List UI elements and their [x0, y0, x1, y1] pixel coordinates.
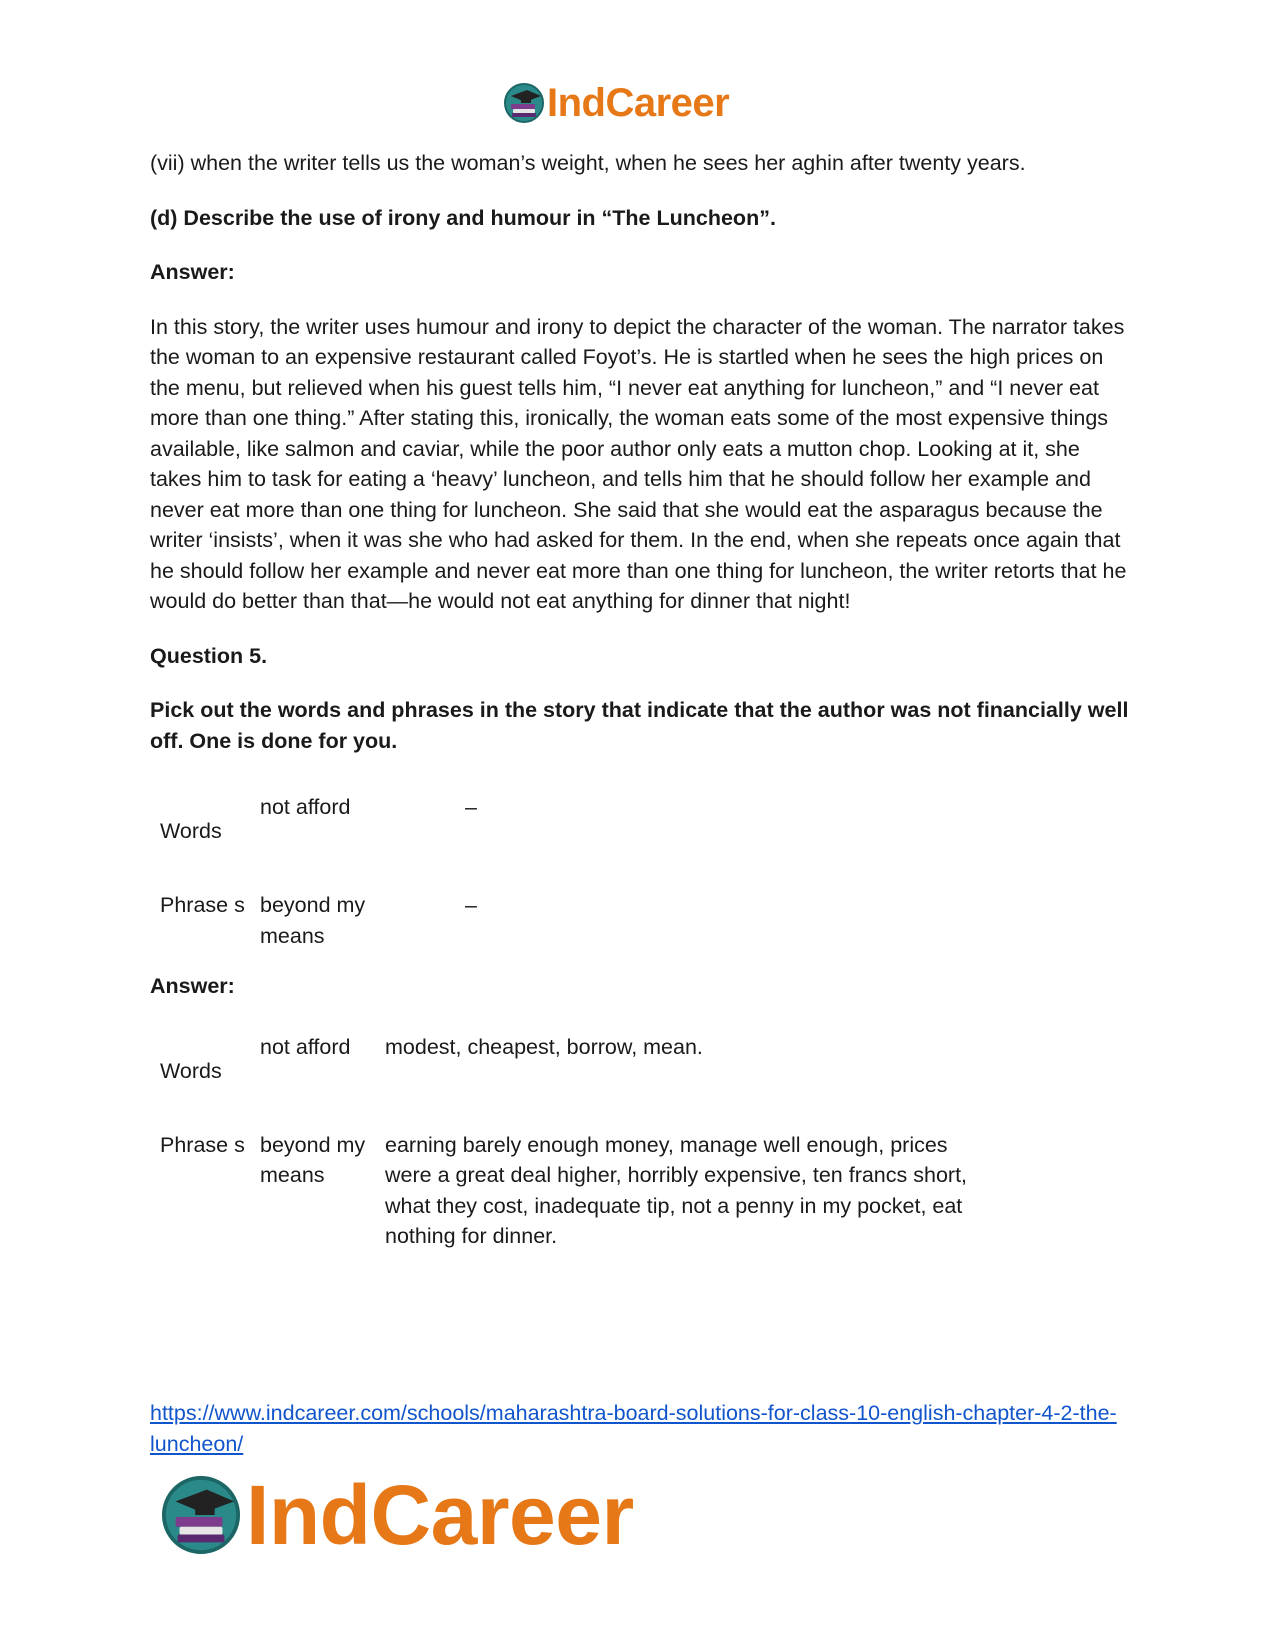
row-answer: earning barely enough money, manage well enough, prices were a great deal higher, horribly expensive, ten francs short, what they cost, inadequate tip, not a penny in my pocket, eat nothing for dinner. — [385, 1132, 968, 1248]
row-label-phrases: Phrase s — [160, 893, 245, 917]
answer-d-paragraph: In this story, the writer uses humour and irony to depict the character of the woman. The narrator takes the woman to an expensive restaurant called Foyot’s. He is startled when he sees the high prices on the menu, but relieved when his guest tells him, “I never eat anything for luncheon,” and “I never eat more than one thing.” After stating this, ironically, the woman eats some of the most expensive things available, like salmon and caviar, while the poor author only eats a mutton chop. Looking at it, she takes him to task for eating a ‘heavy’ luncheon, and tells him that he should follow her example and never eat more than one thing for luncheon. She said that she would eat the asparagus because the writer ‘insists’, when it was she who had asked for them. In the end, when she repeats once again that he should follow her example and never eat more than one thing for luncheon, the writer retorts that he would do better than that—he would not eat anything for dinner that night! — [150, 314, 1127, 613]
answer-table — [150, 1032, 985, 1252]
logo-wordmark: IndCareer — [246, 1467, 634, 1562]
book-cap-logo-icon — [503, 82, 545, 124]
row-label-words: Words — [160, 1058, 222, 1083]
row-answer: – — [465, 893, 477, 917]
question-table — [150, 792, 1065, 951]
row-example: not afford — [260, 795, 351, 819]
row-example: beyond my means — [260, 893, 366, 948]
table-row — [150, 1130, 985, 1252]
source-link[interactable]: https://www.indcareer.com/schools/maharashtra-board-solutions-for-class-10-english-chapter-4-2-the-luncheon/ — [150, 1401, 1117, 1456]
answer-label: Answer: — [150, 974, 235, 998]
book-cap-logo-icon — [160, 1474, 242, 1556]
item-vii: (vii) when the writer tells us the woman’s weight, when he sees her aghin after twenty years. — [150, 151, 1026, 175]
row-example: beyond my means — [260, 1132, 366, 1187]
row-answer: modest, cheapest, borrow, mean. — [385, 1034, 703, 1059]
question-5-text: Pick out the words and phrases in the story that indicate that the author was not financially well off. One is done for you. — [150, 698, 1129, 753]
row-label-phrases: Phrase s — [160, 1132, 245, 1157]
page-content — [150, 148, 1135, 1252]
row-example: not afford — [260, 1034, 351, 1059]
row-answer: – — [465, 795, 477, 819]
table-row — [150, 890, 1065, 951]
row-label-words: Words — [160, 819, 222, 843]
table-row — [150, 1032, 985, 1130]
footer-logo — [160, 1467, 634, 1562]
question-d: (d) Describe the use of irony and humour in “The Luncheon”. — [150, 205, 776, 230]
question-5-label: Question 5. — [150, 643, 268, 668]
answer-label: Answer: — [150, 260, 235, 284]
table-row — [150, 792, 1065, 890]
header-logo — [503, 80, 729, 126]
logo-wordmark: IndCareer — [547, 80, 730, 125]
